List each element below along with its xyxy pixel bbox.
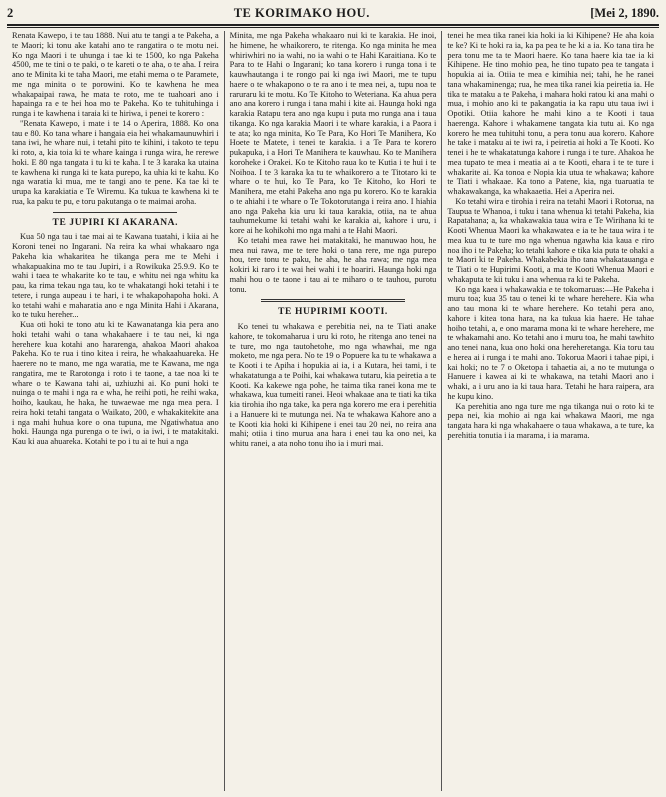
column-3	[441, 31, 659, 791]
article-heading: TE HUPIRIMI KOOTI.	[278, 307, 388, 318]
article-paragraph: Ko nga kaea i whakawakia e te tokomaruas:—He Pakeha i muru toa; kua 35 tau o tenei ki te whare herehere. Kia wha ano tau mona ki te whare herehere. Ko tetahi pera ano, kahore i kitea tona hara, na ka tukua kia haere. He tahae hoiho tetahi, a, e ono marama mona ki te whare herehere, me te whakamahi ano. Ko tetahi ano i muru toa, he mahi tawhito ano tenei nana, kua ono hoki ona hereheretanga. Kia toru tau e herea ai i runga i te mahi ano. Tokorua Maori i tahae pipi, i kai hoki; no te 7 o Oketopa i tahaetia ai, a no te mutunga o Hanuere i kawea ai ki te whakawa, na tetahi Maori ano i whaki, a i uru ano ia ki taua hara. Tetahi he hara raipera, ara he kupu kino.	[447, 284, 655, 401]
article-paragraph: "Renata Kawepo, i mate i te 14 o Aperira, 1888. Ko ona tau e 80. Ko tana whare i hangaia eia hei whakamaunuwhiri i tana iwi, he whare nui, i tetahi pito te kihini, i takoto te tepu ki roto, a, kia toia ki te whare kainga i runga wira, he rerewe hoki. E 80 nga tangata i tu ki te kaha. I te 3 karaka ka utaina te kawhena ki runga ki te kata purepo, ka uhia ki te kahu. Ko nga waratia ki mua, me te tangi ano te pene. Ka tae ki te urupa ka karakiatia e Te Wiremu. Ka tukua te kawhena ki te rua, ka paku te pu, e toru pakutanga o te maimai aroha.	[12, 118, 219, 206]
newspaper-title: TE KORIMAKO HOU.	[233, 6, 370, 20]
article-paragraph: Ko tetahi mea rawe hei matakitaki, he manuwao hou, he mea nui rawa, me te tere hoki o tana rere, me nga purepo hou, tere tonu te paku, he aha, he aha rawa; me nga mea kokiri ki raro i te wai hei wahi i te hoariri. Haunga hoki nga mahi hou o te taone i tau ai te miharo o te tauhou, purotu tonu.	[229, 235, 437, 294]
section-divider	[261, 299, 406, 302]
article-columns	[7, 31, 659, 791]
article-paragraph: Kua 50 nga tau i tae mai ai te Kawana tuatahi, i kiia ai he Koroni tenei no Ingarani. Na reira ka whai whakaaro nga Pakeha kia whakaritea he tikanga pera me te Mehi i whakapuakina mo te tau Jupiri, i a Rowikuka 25.9.9. Ko te wahi i taea te whakarite ko te tau, e whitu nei nga whitu ka pau, ka rima tekau nga tau, ko te whakatangi hoki tetahi i te tetere, i runga aupeau i te hari, i te whakapohapoha hoki. A ko tetahi wahi e maharatia ano e nga Minita Hahi i Akarana, ko te tuku hereher...	[12, 232, 219, 320]
section-divider	[53, 212, 177, 213]
column-1	[7, 31, 224, 791]
article-paragraph: Minita, me nga Pakeha whakaaro nui ki te karakia. He inoi, he himene, he whaikorero, te ritenga. Ko nga minita he mea whiriwhiri no ia wahi, no ia wahi o te Hahi Karaitiana. Ko te Para to te Hahi o Ingarani; ko tana korero i runga tona i te kauwhautanga i te rongo pai ki nga iwi Maori, me te tupu haere o te whakapono o te ra ano i te mea nei, a, tupu noa te raruraru ki te motu. Ko Te Kitoho to Weteriana. Ka ahua pera ano ana korero i runga i tana mahi i kite ai. Haunga hoki nga karakia Ratapu tera ano nga kupu i puta mo runga ana i taua tikanga. Ko nga karakia Maori i te whare karakia, i a Paora i te ata; ko nga minita, Ko Te Para, Ko Hori Te Manihera, Ko Hoete te Matete, i tenei te karakia. i a Te Para te korero pukapuka, i a Hori Te Manihera te kauwhau. Ko te Manihera koroheke i Orakei. Ko te Kitoho raua ko te Kutia i te hui i te Noihoa. I te 3 karaka ka tu te whaikorero a te Titotaro ki te whare o te hui, ko Te Para, ko Te Kitoho, ko Hori te Manihera, me etahi Pakeha ano nga pu korero. Ko te karakia o te ahiahi i te whare o Te Tokotorutanga i reira ano. I hiahia ano nga Pakeha kia uru ki taua karakia, otiia, na te ahua tauhumekume ki tetahi wahi ke karakia ai, kahore i uru, i kore ai he kohikohi mo nga mahi a te Hahi Maori.	[229, 31, 437, 235]
masthead-rule-thin	[7, 27, 659, 28]
article-paragraph: Ko tetahi wira e tirohia i reira na tetahi Maori i Rotorua, na Taupua te Whanoa, i tuku i tana whenua ki tetahi Pakeha, kia Rapatahana; a, ka whakawakia taua wira e Te Wirihana ki te Kooti Whenua Maori ka whakawatea e ia te he taua wira i te mea kua tu te ture mo nga whenua ngawha kia kaua e riro noa iho i te Pakeha; ko tetahi kahore e tika kia puta te ohaki a te Maori ki te Pakeha. Whakabekia iho tana whakatauanga e te Tiati o te Hupirimi Kooti, a ma te Kooti Whenua Maori e whakaputa te kii tuku i ana whenua ra ki te Pakeha.	[447, 196, 655, 284]
masthead-rule	[7, 24, 659, 26]
issue-date: [Mei 2, 1890.	[590, 6, 659, 20]
article-paragraph: tenei he mea tika ranei kia hoki ia ki Kihipene? He aha koia te ke? Ki te hoki ra ia, ka pa pea te he ki a ia. Ko tana tira he pera tonu me ta te Maori haere. Ko tana haere kia tae ia ki Kihipene. He tino mohio pea, he tino tupato pea te tangata i hopukia ai ia. Otiia te mea e kimihia nei; tahi, he he ranei tana whakaminenga; rua, he mea tika ranei kia peiretia ia. He tika te mataku a te Pakeha, i mahara hoki ratou ki ana mahi o mua, i mohio ano ki te pakangatia ia ka rapu utu taua iwi i Opotiki. Otiia kahore he mahi kino a te Kooti i taua haerenga. Kahore i whakamene tangata kia tutu ai. Ko nga korero he mea tuhituhi tonu, a pera tonu aua korero. Kahore he take i mataku ai te iwi ra, i peiretia ai hoki a Te Kooti. Ko tenei i he te whakatatunga kahore i runga i te ture. Ahakoa he mea tupato te mea i meatia ai a te Kooti, ehara i te te ture i whakarite ai. Ka tonoa e Nopia kia utua te whakawa; kahore te Tiati i whakaae. Ka tono a Patene, kia, nga tuaruatia te whakawakanga, ka whakaaetia. Hei a Aperira nei.	[447, 31, 655, 196]
article-paragraph: Ka perehitia ano nga ture me nga tikanga nui o roto ki te pepa nei, kia mohio ai nga kai whakawa Maori, me nga tangata hara ki nga whakahaere o taua whakawa, a te ture, ka perehitia tonutia i ia marama, i ia marama.	[447, 401, 655, 440]
article-paragraph: Renata Kawepo, i te tau 1888. Nui atu te tangi a te Pakeha, a te Maori; ki tonu ake katahi ano te rangatira o te motu nei. Ko nga Maori i te uhunga i tae ki te 1500, ko nga Pakeha 4500, me te tini o te paki, o te kareti o te aha, o te aha. I reira ano te Minita ki te taha Maori, me etahi mema o te Paramete, me nga minita o te porowini. Ko te kawhena he mea whakapaipai rawa, he mata te roto, me te tuahoari ano i hapainga ra e te hei hoa mo te Pakeha. Ko te tuhituhinga i runga i te kawhena i taraia ki te hiriwa, i penei te korero :	[12, 31, 219, 118]
article-heading: TE JUPIRI KI AKARANA.	[52, 217, 179, 228]
article-paragraph: Ko tenei tu whakawa e perebitia nei, na te Tiati anake kahore, te tokomaharua i uru ki roto, he ritenga ano tenei na te ture, mo nga tautohetohe, mo nga whawhai, me nga moketo, me nga pera. No te 19 o Popuere ka tu te whakawa a te Kooti i te Apiha i hopukia ai ia, i a Kutara, hei tami, i te whakatatunga a te Poihi, kai whakawa tutaru, kia peiretia a te Kooti. Ka kakewe nga pohe, he taima tika ranei kona me te whakawa, kua tumeiti ranei. Heoi whakaae ana te tiati ka tika kia tirohia iho nga take, ka pera nga korero me era i perehitia i a Hanuere ki te mutunga nei. Na te whakawa Kahore ano a te Kooti kia hoki ki Kihipene i enei tau 20 nei, no reira ana mahi; otiia i tino murua ana hara i enei tau ka ono nei, ka whitu ranei, a ata noho tonu iho ia i muri mai.	[229, 322, 437, 448]
article-paragraph: Kua oti hoki te tono atu ki te Kawanatanga kia pera ano hoki tetahi wahi o tana whakahaere i te tau nei, ki nga herehere kua kotahi ano hararenga, ahakoa Maori ahakoa Pakeha. Ko te rua i tino kitea i reira, he whakaahuareka. He haerere no te mano, me nga waratia, me te Kawana, me nga rangatira, me te Rarotonga i roto i te taone, a tae noa ki te whare o te Kawana tahi ai, uzhiuzhi ai. Ko puni hoki te nuinga o te mahi i nga ra e wha, he reihi poti, he reihi waka, hoiho, kaukau, he haka, he tuwaewae me nga mea pera. I reira hoki tetahi tangata o Waikato, 200, e whakakitekite ana i nga mahi huhua kore o ona tupuna, me Ngatiwhatua ano hoki. Haunga nga purenga o te iwi, o ia iwi, i te matakitaki. Kau ki aua ahuareka. Kotahi te po i tu ai te hui a nga	[12, 320, 219, 446]
column-2	[224, 31, 442, 791]
masthead	[7, 6, 659, 22]
page-number: 2	[7, 6, 14, 20]
